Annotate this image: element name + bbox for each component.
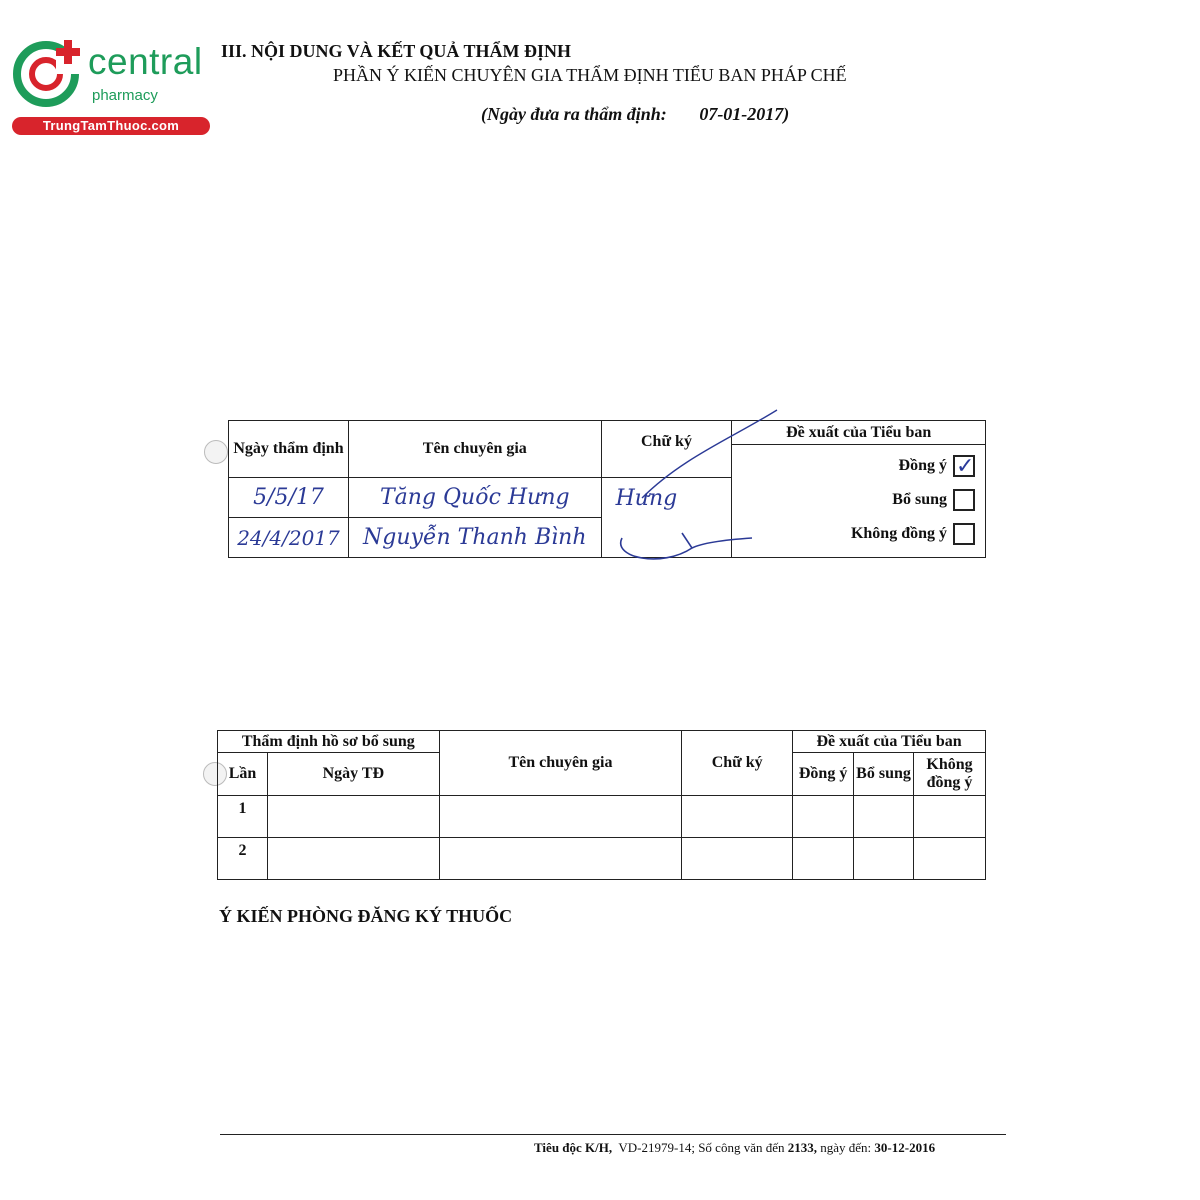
option-disagree[interactable]: [732, 517, 975, 551]
empty-cell[interactable]: [682, 796, 793, 838]
assessment-date-value: 07-01-2017): [699, 104, 790, 124]
header-lan: Lần: [218, 753, 268, 796]
logo-subtitle: pharmacy: [92, 87, 158, 104]
empty-cell[interactable]: [854, 796, 914, 838]
assessment-date-label: (Ngày đưa ra thẩm định:: [481, 104, 667, 124]
option-disagree-label: Không đồng ý: [850, 525, 947, 542]
header-proposal: Đề xuất của Tiểu ban: [732, 421, 985, 445]
option-supplement[interactable]: [732, 483, 975, 517]
footer-note: [534, 1140, 935, 1156]
header-review-date: Ngày thẩm định: [229, 421, 349, 478]
footer-label: Tiêu độc K/H,: [534, 1140, 613, 1155]
supplement-review-table: [217, 730, 986, 880]
header-date-td: Ngày TĐ: [267, 753, 439, 796]
disagree-checkbox[interactable]: [953, 523, 975, 545]
empty-cell[interactable]: [854, 838, 914, 880]
hole-punch-mark: [204, 440, 228, 464]
empty-cell[interactable]: [682, 838, 793, 880]
logo-mark-icon: [10, 36, 90, 116]
empty-cell[interactable]: [267, 838, 439, 880]
header-proposal: Đề xuất của Tiểu ban: [793, 731, 986, 753]
opinion-section-title: Ý KIẾN PHÒNG ĐĂNG KÝ THUỐC: [219, 906, 513, 926]
footer-reg: VD-21979-14; Số công văn đến: [618, 1140, 785, 1155]
lan-cell: 1: [218, 796, 268, 838]
option-agree[interactable]: [732, 449, 975, 483]
logo-site-link[interactable]: TrungTamThuoc.com: [12, 117, 210, 135]
footer-doc-no: 2133,: [787, 1140, 817, 1155]
header-signature: Chữ ký: [682, 731, 793, 796]
expert-review-table: [228, 420, 986, 558]
section-subtitle: PHẦN Ý KIẾN CHUYÊN GIA THẨM ĐỊNH TIỂU BAN PHÁP CHẾ: [333, 65, 847, 85]
supplement-checkbox[interactable]: [953, 489, 975, 511]
table-row: [218, 838, 986, 880]
review-date-cell: 5/5/17: [229, 478, 349, 518]
assessment-date: [481, 104, 789, 125]
review-date-cell: 24/4/2017: [229, 518, 349, 558]
proposal-cell: [732, 421, 986, 558]
lan-cell: 2: [218, 838, 268, 880]
checkmark-icon: ✓: [956, 453, 975, 479]
header-supplement: Bổ sung: [854, 753, 914, 796]
expert-name-cell: Tăng Quốc Hưng: [348, 478, 601, 518]
empty-cell[interactable]: [914, 838, 986, 880]
footer-received-date: 30-12-2016: [874, 1140, 936, 1155]
signature-cell: [601, 478, 732, 558]
option-agree-label: Đồng ý: [898, 457, 947, 474]
header-signature: Chữ ký: [601, 421, 732, 478]
footer-divider: [220, 1134, 1006, 1135]
table-row: [218, 796, 986, 838]
option-supplement-label: Bổ sung: [892, 491, 947, 508]
header-agree: Đồng ý: [793, 753, 854, 796]
header-expert-name: Tên chuyên gia: [439, 731, 682, 796]
logo-brand: central: [88, 41, 203, 82]
empty-cell[interactable]: [267, 796, 439, 838]
footer-received-label: ngày đến:: [820, 1140, 872, 1155]
empty-cell[interactable]: [439, 796, 682, 838]
handwritten-signature-icon: [602, 418, 762, 498]
empty-cell[interactable]: [914, 796, 986, 838]
section-title: III. NỘI DUNG VÀ KẾT QUẢ THẨM ĐỊNH: [221, 41, 572, 61]
header-disagree: Không đồng ý: [914, 753, 986, 796]
empty-cell[interactable]: [793, 796, 854, 838]
empty-cell[interactable]: [439, 838, 682, 880]
header-expert-name: Tên chuyên gia: [348, 421, 601, 478]
header-supplement-group: Thẩm định hồ sơ bổ sung: [218, 731, 440, 753]
empty-cell[interactable]: [793, 838, 854, 880]
expert-name-cell: Nguyễn Thanh Bình: [348, 518, 601, 558]
signature-text: Hưng: [615, 486, 678, 511]
agree-checkbox[interactable]: [953, 455, 975, 477]
